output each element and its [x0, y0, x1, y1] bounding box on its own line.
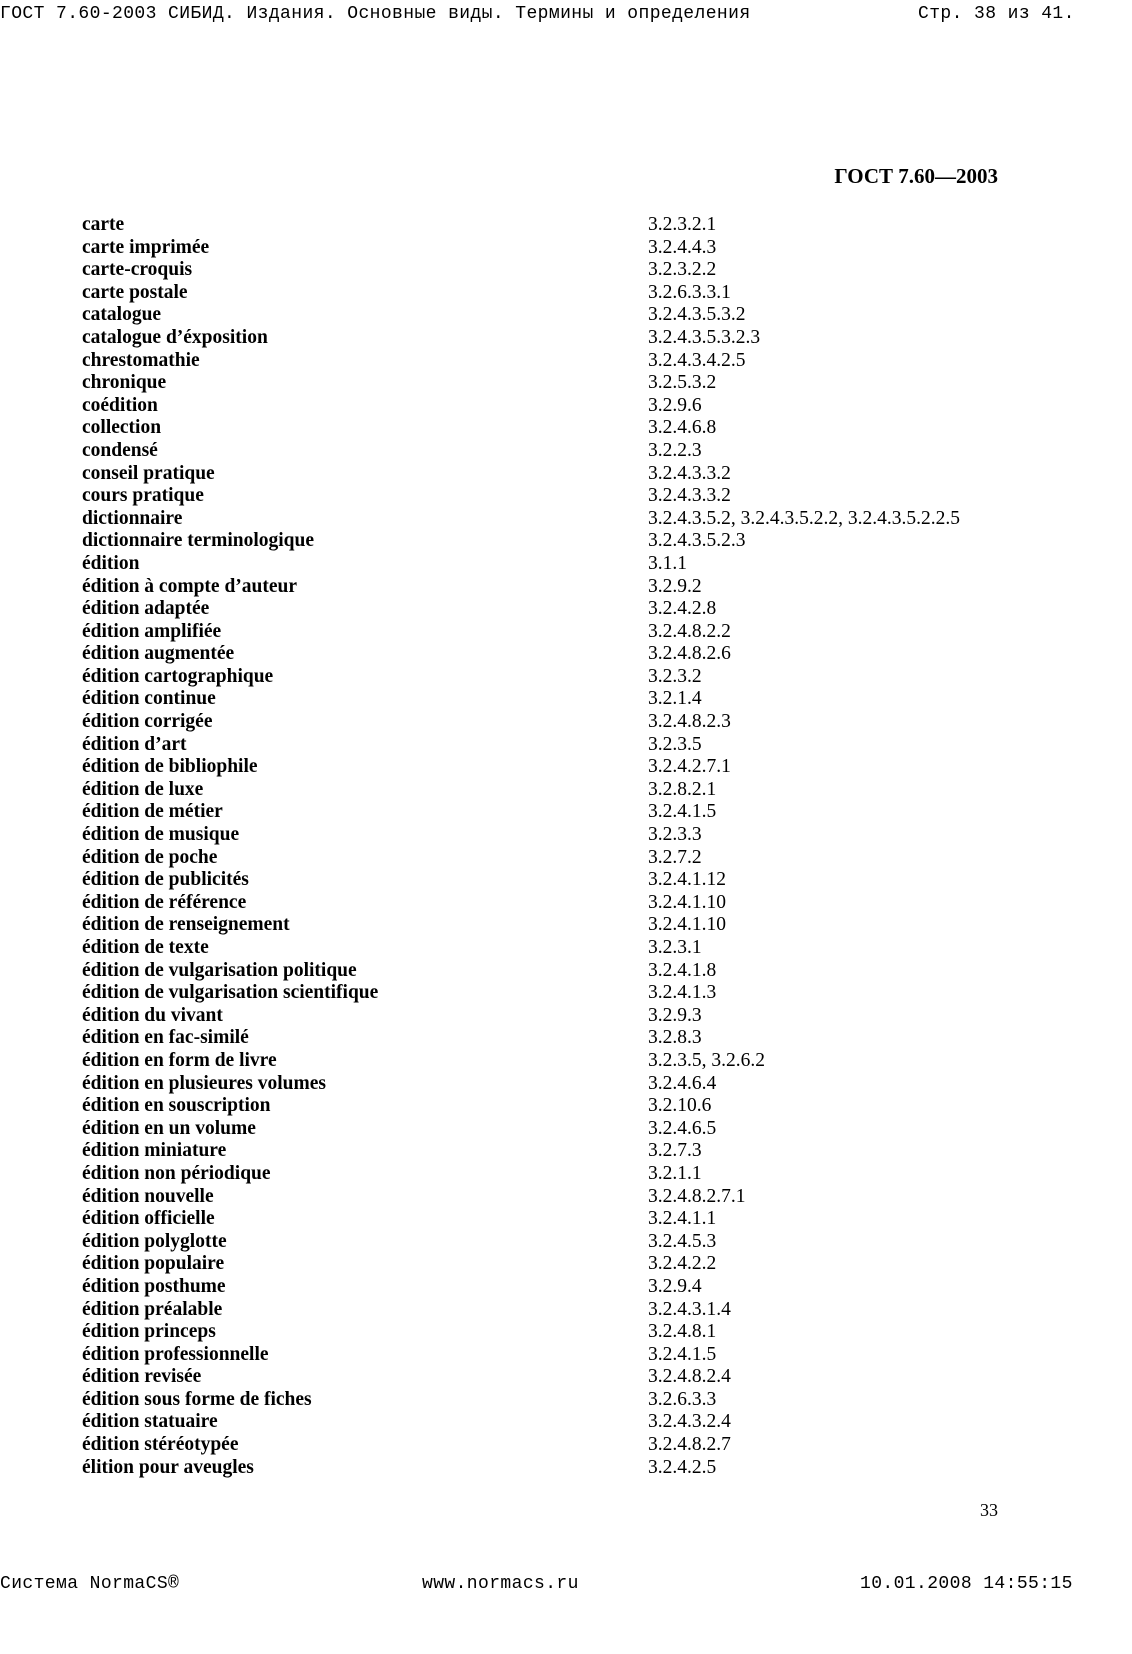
index-entry — [82, 485, 1042, 508]
index-term: édition du vivant — [82, 1004, 223, 1026]
index-entry — [82, 304, 1042, 327]
index-term: édition de bibliophile — [82, 756, 258, 778]
index-reference: 3.2.4.8.1 — [648, 1321, 717, 1343]
index-entry — [82, 1186, 1042, 1209]
index-entry — [82, 327, 1042, 350]
index-term: carte imprimée — [82, 236, 210, 258]
term-index-list — [82, 214, 1042, 1479]
index-term: édition en plusieures volumes — [82, 1072, 326, 1094]
index-term: édition d’art — [82, 733, 187, 755]
index-reference: 3.2.1.4 — [648, 688, 702, 710]
index-term: édition de métier — [82, 801, 223, 823]
index-term: édition de référence — [82, 891, 247, 913]
index-reference: 3.2.4.8.2.4 — [648, 1366, 731, 1388]
index-reference: 3.2.4.3.1.4 — [648, 1298, 731, 1320]
index-reference: 3.2.8.3 — [648, 1027, 702, 1049]
index-entry — [82, 824, 1042, 847]
index-reference: 3.2.4.4.3 — [648, 236, 717, 258]
index-term: carte-croquis — [82, 259, 193, 281]
index-term: édition continue — [82, 688, 216, 710]
index-reference: 3.2.4.8.2.3 — [648, 711, 731, 733]
index-reference: 3.2.8.2.1 — [648, 778, 717, 800]
index-entry — [82, 711, 1042, 734]
index-reference: 3.2.4.3.2.4 — [648, 1411, 731, 1433]
index-term: édition officielle — [82, 1208, 215, 1230]
index-term: édition statuaire — [82, 1411, 218, 1433]
index-entry — [82, 1276, 1042, 1299]
index-term: édition de renseignement — [82, 914, 290, 936]
index-reference: 3.2.7.2 — [648, 846, 702, 868]
footer-datetime: 10.01.2008 14:55:15 — [860, 1574, 1073, 1594]
index-reference: 3.2.3.2.2 — [648, 259, 717, 281]
index-reference: 3.2.4.3.5.3.2.3 — [648, 326, 761, 348]
index-reference: 3.2.4.6.5 — [648, 1117, 717, 1139]
index-entry — [82, 892, 1042, 915]
index-term: cours pratique — [82, 485, 204, 507]
index-term: édition préalable — [82, 1298, 223, 1320]
index-term: édition augmentée — [82, 643, 235, 665]
index-reference: 3.2.4.3.5.2, 3.2.4.3.5.2.2, 3.2.4.3.5.2.2.5 — [648, 507, 960, 529]
index-entry — [82, 214, 1042, 237]
index-term: carte — [82, 214, 125, 235]
index-term: conseil pratique — [82, 462, 215, 484]
index-entry — [82, 1299, 1042, 1322]
index-entry — [82, 508, 1042, 531]
header-document-title: ГОСТ 7.60-2003 СИБИД. Издания. Основные виды. Термины и определения — [0, 4, 751, 24]
index-term: coédition — [82, 394, 158, 416]
index-reference: 3.2.6.3.3.1 — [648, 281, 731, 303]
index-term: édition de vulgarisation scientifique — [82, 982, 379, 1004]
index-entry — [82, 1253, 1042, 1276]
footer-system-name: Система NormaCS® — [0, 1574, 180, 1594]
index-term: édition corrigée — [82, 711, 213, 733]
index-entry — [82, 530, 1042, 553]
index-entry — [82, 417, 1042, 440]
index-entry — [82, 869, 1042, 892]
index-reference: 3.2.4.6.4 — [648, 1072, 717, 1094]
index-term: édition posthume — [82, 1275, 226, 1297]
index-term: édition cartographique — [82, 665, 274, 687]
index-reference: 3.2.4.5.3 — [648, 1230, 717, 1252]
index-term: édition — [82, 552, 140, 574]
index-term: édition en fac-similé — [82, 1027, 249, 1049]
index-entry — [82, 1457, 1042, 1480]
footer-website: www.normacs.ru — [422, 1574, 579, 1594]
document-title: ГОСТ 7.60—2003 — [834, 164, 998, 188]
index-entry — [82, 1231, 1042, 1254]
index-reference: 3.2.7.3 — [648, 1140, 702, 1162]
index-reference: 3.2.3.2 — [648, 665, 702, 687]
page-footer — [0, 1574, 1132, 1598]
index-entry — [82, 1095, 1042, 1118]
index-term: catalogue — [82, 304, 162, 326]
index-reference: 3.2.4.8.2.2 — [648, 620, 731, 642]
index-term: édition adaptée — [82, 598, 210, 620]
index-entry — [82, 440, 1042, 463]
index-term: carte postale — [82, 281, 188, 303]
index-reference: 3.2.4.3.3.2 — [648, 462, 731, 484]
index-reference: 3.2.4.8.2.7 — [648, 1434, 731, 1456]
index-entry — [82, 1118, 1042, 1141]
index-reference: 3.2.4.6.8 — [648, 417, 717, 439]
index-term: collection — [82, 417, 162, 439]
index-entry — [82, 350, 1042, 373]
index-term: édition en souscription — [82, 1095, 271, 1117]
index-reference: 3.2.4.2.5 — [648, 1456, 717, 1478]
index-entry — [82, 372, 1042, 395]
index-entry — [82, 1389, 1042, 1412]
index-term: édition revisée — [82, 1366, 202, 1388]
index-reference: 3.2.2.3 — [648, 439, 702, 461]
index-reference: 3.2.4.3.5.3.2 — [648, 304, 746, 326]
index-reference: 3.2.4.2.8 — [648, 598, 717, 620]
index-entry — [82, 237, 1042, 260]
index-entry — [82, 1163, 1042, 1186]
index-term: édition stéréotypée — [82, 1434, 239, 1456]
index-reference: 3.2.9.6 — [648, 394, 702, 416]
index-term: chrestomathie — [82, 349, 200, 371]
index-entry — [82, 960, 1042, 983]
index-term: édition sous forme de fiches — [82, 1388, 312, 1410]
index-reference: 3.2.3.5, 3.2.6.2 — [648, 1049, 765, 1071]
index-entry — [82, 779, 1042, 802]
index-entry — [82, 1073, 1042, 1096]
index-term: édition à compte d’auteur — [82, 575, 298, 597]
index-entry — [82, 666, 1042, 689]
index-entry — [82, 463, 1042, 486]
index-reference: 3.2.4.8.2.6 — [648, 643, 731, 665]
index-reference: 3.2.4.1.1 — [648, 1208, 717, 1230]
index-entry — [82, 621, 1042, 644]
index-reference: 3.2.10.6 — [648, 1095, 712, 1117]
index-entry — [82, 643, 1042, 666]
index-reference: 3.2.4.1.10 — [648, 914, 726, 936]
index-entry — [82, 1027, 1042, 1050]
index-entry — [82, 734, 1042, 757]
index-entry — [82, 847, 1042, 870]
index-reference: 3.2.4.3.3.2 — [648, 485, 731, 507]
index-entry — [82, 1050, 1042, 1073]
index-term: catalogue d’éxposition — [82, 326, 268, 348]
index-reference: 3.2.6.3.3 — [648, 1388, 717, 1410]
index-term: édition de luxe — [82, 778, 204, 800]
index-term: élition pour aveugles — [82, 1456, 254, 1478]
index-entry — [82, 937, 1042, 960]
index-term: dictionnaire terminologique — [82, 530, 315, 552]
index-term: édition nouvelle — [82, 1185, 214, 1207]
index-term: édition en un volume — [82, 1117, 256, 1139]
index-entry — [82, 982, 1042, 1005]
index-entry — [82, 801, 1042, 824]
index-reference: 3.2.4.1.8 — [648, 959, 717, 981]
index-term: édition de poche — [82, 846, 218, 868]
index-reference: 3.2.9.2 — [648, 575, 702, 597]
index-entry — [82, 1411, 1042, 1434]
index-entry — [82, 1208, 1042, 1231]
index-term: édition polyglotte — [82, 1230, 227, 1252]
index-reference: 3.2.4.1.10 — [648, 891, 726, 913]
index-reference: 3.2.9.4 — [648, 1275, 702, 1297]
index-reference: 3.2.9.3 — [648, 1004, 702, 1026]
index-entry — [82, 282, 1042, 305]
index-entry — [82, 395, 1042, 418]
index-entry — [82, 914, 1042, 937]
page-header — [0, 4, 1132, 28]
index-reference: 3.2.4.1.3 — [648, 982, 717, 1004]
index-entry — [82, 688, 1042, 711]
index-entry — [82, 259, 1042, 282]
index-term: édition professionnelle — [82, 1343, 269, 1365]
index-term: édition non périodique — [82, 1162, 271, 1184]
index-term: dictionnaire — [82, 507, 183, 529]
index-entry — [82, 756, 1042, 779]
index-entry — [82, 553, 1042, 576]
index-reference: 3.2.1.1 — [648, 1162, 702, 1184]
index-entry — [82, 1366, 1042, 1389]
index-entry — [82, 598, 1042, 621]
index-term: chronique — [82, 372, 167, 394]
index-reference: 3.1.1 — [648, 552, 687, 574]
index-reference: 3.2.4.1.12 — [648, 869, 726, 891]
index-reference: 3.2.3.2.1 — [648, 214, 717, 235]
index-reference: 3.2.3.3 — [648, 824, 702, 846]
index-reference: 3.2.3.1 — [648, 937, 702, 958]
page-number: 33 — [980, 1500, 998, 1520]
index-reference: 3.2.4.1.5 — [648, 801, 717, 823]
index-entry — [82, 1140, 1042, 1163]
index-term: édition en form de livre — [82, 1049, 277, 1071]
index-reference: 3.2.4.1.5 — [648, 1343, 717, 1365]
index-term: édition amplifiée — [82, 620, 222, 642]
index-entry — [82, 576, 1042, 599]
index-reference: 3.2.4.2.7.1 — [648, 756, 731, 778]
index-term: édition de publicités — [82, 869, 249, 891]
header-page-info: Стр. 38 из 41. — [918, 4, 1075, 24]
index-entry — [82, 1321, 1042, 1344]
index-reference: 3.2.3.5 — [648, 733, 702, 755]
index-term: édition populaire — [82, 1253, 225, 1275]
index-entry — [82, 1005, 1042, 1028]
index-entry — [82, 1344, 1042, 1367]
index-reference: 3.2.4.3.5.2.3 — [648, 530, 746, 552]
index-term: édition miniature — [82, 1140, 227, 1162]
index-term: édition princeps — [82, 1321, 216, 1343]
index-entry — [82, 1434, 1042, 1457]
index-reference: 3.2.5.3.2 — [648, 372, 717, 394]
index-term: édition de vulgarisation politique — [82, 959, 357, 981]
index-term: condensé — [82, 439, 158, 461]
index-term: édition de musique — [82, 824, 240, 846]
index-reference: 3.2.4.8.2.7.1 — [648, 1185, 746, 1207]
index-reference: 3.2.4.3.4.2.5 — [648, 349, 746, 371]
index-term: édition de texte — [82, 937, 209, 958]
index-reference: 3.2.4.2.2 — [648, 1253, 717, 1275]
